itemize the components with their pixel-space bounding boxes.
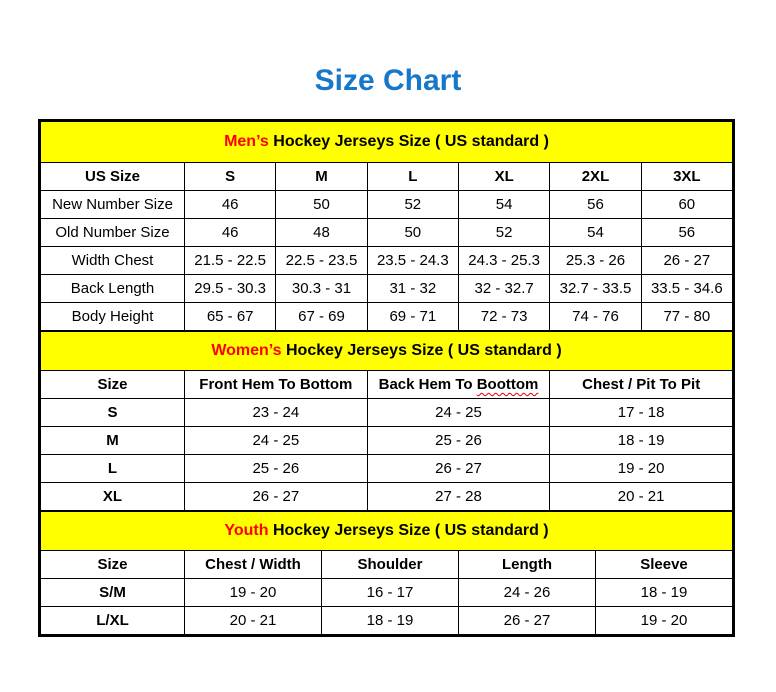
youth-banner-text: Hockey Jerseys Size ( US standard )	[268, 522, 549, 539]
value-cell: 56	[550, 191, 641, 219]
value-cell: 26 - 27	[185, 483, 368, 511]
header-cell: XL	[458, 163, 549, 191]
value-cell: 50	[367, 219, 458, 247]
value-cell: 25 - 26	[185, 455, 368, 483]
youth-banner-cell	[41, 512, 733, 551]
table-row	[41, 579, 733, 607]
value-cell: 54	[458, 191, 549, 219]
table-row	[41, 483, 733, 511]
table-row	[41, 219, 733, 247]
table-row	[41, 455, 733, 483]
value-cell: 26 - 27	[641, 247, 732, 275]
header-cell: 3XL	[641, 163, 732, 191]
header-cell: Front Hem To Bottom	[185, 371, 368, 399]
womens-header-row	[41, 371, 733, 399]
header-cell: Length	[459, 551, 596, 579]
mens-banner-row	[41, 122, 733, 163]
value-cell: 31 - 32	[367, 275, 458, 303]
value-cell: 50	[276, 191, 367, 219]
value-cell: 24 - 25	[367, 399, 550, 427]
mens-banner-accent: Men’s	[224, 133, 269, 150]
value-cell: 29.5 - 30.3	[185, 275, 276, 303]
youth-banner-accent: Youth	[224, 522, 269, 539]
value-cell: 26 - 27	[459, 607, 596, 635]
value-cell: 74 - 76	[550, 303, 641, 331]
size-label-cell: M	[41, 427, 185, 455]
row-label-cell: Back Length	[41, 275, 185, 303]
row-label-cell: Old Number Size	[41, 219, 185, 247]
value-cell: 18 - 19	[550, 427, 733, 455]
header-cell: Size	[41, 371, 185, 399]
size-label-cell: L	[41, 455, 185, 483]
value-cell: 17 - 18	[550, 399, 733, 427]
value-cell: 54	[550, 219, 641, 247]
value-cell: 22.5 - 23.5	[276, 247, 367, 275]
womens-banner-row	[41, 332, 733, 371]
youth-banner-row	[41, 512, 733, 551]
value-cell: 69 - 71	[367, 303, 458, 331]
table-row	[41, 399, 733, 427]
header-cell: Size	[41, 551, 185, 579]
header-cell: Chest / Pit To Pit	[550, 371, 733, 399]
value-cell: 25.3 - 26	[550, 247, 641, 275]
value-cell: 24 - 25	[185, 427, 368, 455]
size-label-cell: S	[41, 399, 185, 427]
value-cell: 72 - 73	[458, 303, 549, 331]
value-cell: 60	[641, 191, 732, 219]
value-cell: 18 - 19	[322, 607, 459, 635]
table-row	[41, 191, 733, 219]
value-cell: 16 - 17	[322, 579, 459, 607]
header-cell: S	[185, 163, 276, 191]
value-cell: 33.5 - 34.6	[641, 275, 732, 303]
value-cell: 65 - 67	[185, 303, 276, 331]
row-label-cell: Width Chest	[41, 247, 185, 275]
table-row	[41, 303, 733, 331]
value-cell: 27 - 28	[367, 483, 550, 511]
value-cell: 19 - 20	[185, 579, 322, 607]
value-cell: 52	[367, 191, 458, 219]
youth-size-table	[40, 511, 733, 635]
header-cell: Chest / Width	[185, 551, 322, 579]
value-cell: 20 - 21	[185, 607, 322, 635]
value-cell: 77 - 80	[641, 303, 732, 331]
value-cell: 19 - 20	[596, 607, 733, 635]
womens-banner-accent: Women’s	[211, 342, 282, 359]
mens-header-row	[41, 163, 733, 191]
womens-size-table	[40, 331, 733, 511]
row-label-cell: New Number Size	[41, 191, 185, 219]
mens-size-table	[40, 121, 733, 331]
womens-banner-cell	[41, 332, 733, 371]
value-cell: 32 - 32.7	[458, 275, 549, 303]
page-title: Size Chart	[314, 64, 462, 97]
value-cell: 23 - 24	[185, 399, 368, 427]
header-cell-misspelled	[367, 371, 550, 399]
table-row	[41, 427, 733, 455]
value-cell: 52	[458, 219, 549, 247]
size-label-cell: XL	[41, 483, 185, 511]
youth-header-row	[41, 551, 733, 579]
header-cell: L	[367, 163, 458, 191]
value-cell: 21.5 - 22.5	[185, 247, 276, 275]
value-cell: 24.3 - 25.3	[458, 247, 549, 275]
size-label-cell: S/M	[41, 579, 185, 607]
womens-banner-text: Hockey Jerseys Size ( US standard )	[281, 342, 562, 359]
value-cell: 46	[185, 219, 276, 247]
header-cell: M	[276, 163, 367, 191]
value-cell: 19 - 20	[550, 455, 733, 483]
mens-banner-text: Hockey Jerseys Size ( US standard )	[268, 133, 549, 150]
row-label-cell: Body Height	[41, 303, 185, 331]
value-cell: 32.7 - 33.5	[550, 275, 641, 303]
value-cell: 26 - 27	[367, 455, 550, 483]
table-row	[41, 607, 733, 635]
header-cell: US Size	[41, 163, 185, 191]
size-label-cell: L/XL	[41, 607, 185, 635]
value-cell: 23.5 - 24.3	[367, 247, 458, 275]
value-cell: 56	[641, 219, 732, 247]
header-cell: Shoulder	[322, 551, 459, 579]
header-cell: Sleeve	[596, 551, 733, 579]
table-row	[41, 275, 733, 303]
value-cell: 25 - 26	[367, 427, 550, 455]
table-row	[41, 247, 733, 275]
value-cell: 67 - 69	[276, 303, 367, 331]
value-cell: 20 - 21	[550, 483, 733, 511]
header-text: Back Hem To	[378, 376, 477, 393]
value-cell: 46	[185, 191, 276, 219]
value-cell: 30.3 - 31	[276, 275, 367, 303]
mens-banner-cell	[41, 122, 733, 163]
value-cell: 48	[276, 219, 367, 247]
misspelled-word: Boottom	[476, 376, 539, 393]
size-chart-tables	[38, 119, 735, 637]
value-cell: 24 - 26	[459, 579, 596, 607]
value-cell: 18 - 19	[596, 579, 733, 607]
header-cell: 2XL	[550, 163, 641, 191]
